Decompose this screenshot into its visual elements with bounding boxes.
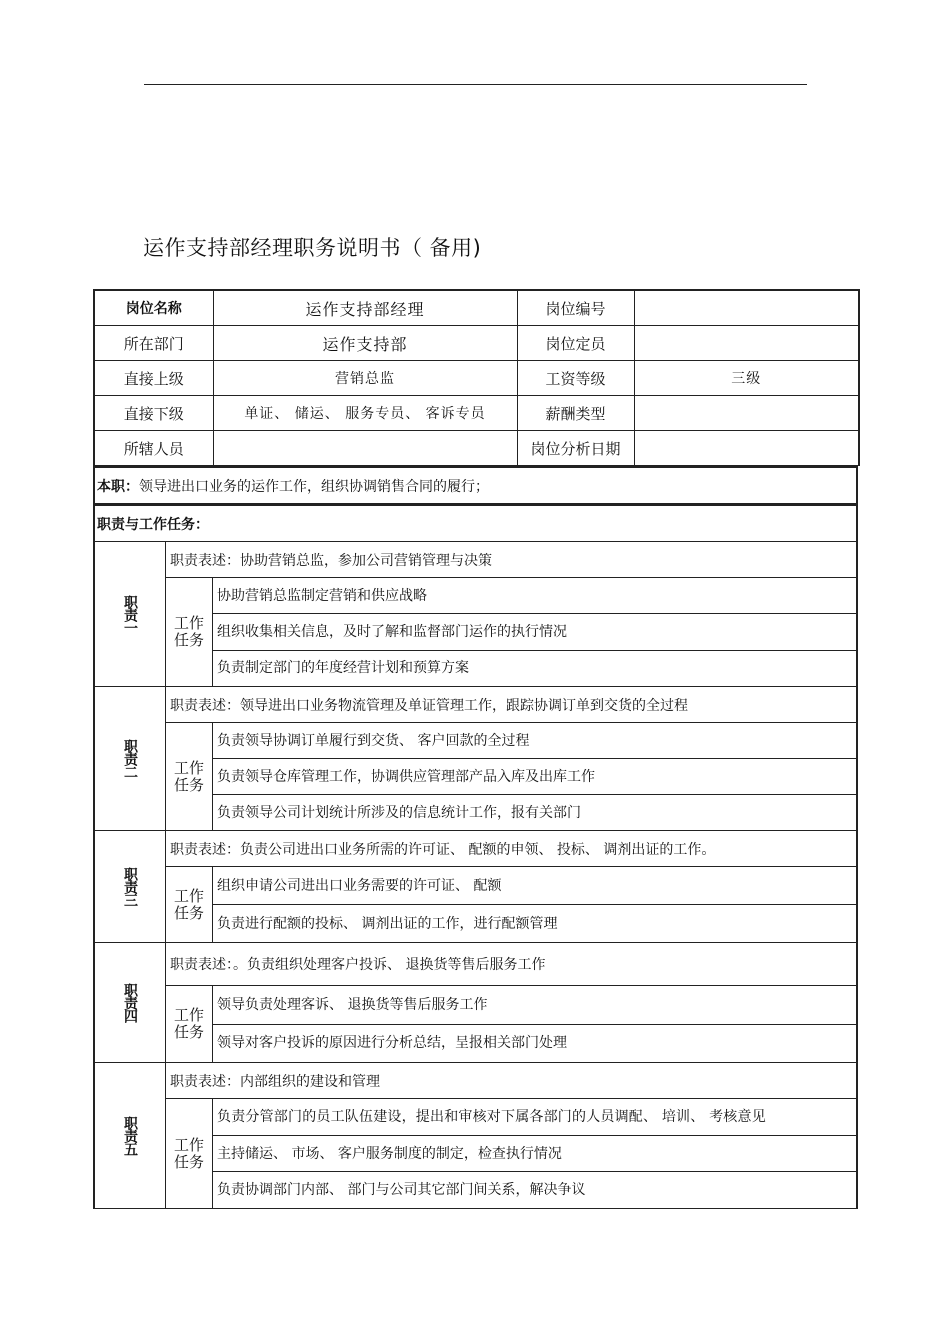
- duty-block-2: [93, 687, 858, 831]
- task-item: 协助营销总监制定营销和供应战略: [213, 578, 856, 614]
- staff-label: 所辖人员: [94, 431, 213, 466]
- core-duty-label: 本职：: [97, 478, 139, 495]
- task-label: [166, 867, 213, 942]
- duty-name: 职责三: [122, 867, 138, 906]
- task-item: 领导负责处理客诉、 退换货等售后服务工作: [213, 986, 856, 1025]
- duty-name: 职责二: [122, 739, 138, 778]
- task-item: 领导对客户投诉的原因进行分析总结，呈报相关部门处理: [217, 1035, 567, 1052]
- task-label-line: 工作: [173, 1006, 204, 1024]
- post-name-value: 运作支持部经理: [213, 290, 517, 326]
- table-row: [94, 326, 859, 361]
- duty-name-cell: [95, 831, 166, 942]
- task-item: 负责领导协调订单履行到交货、 客户回款的全过程: [213, 723, 856, 759]
- task-label-line: 工作: [173, 758, 204, 777]
- superior-value: 营销总监: [213, 361, 517, 396]
- task-label-line: 任务: [173, 1152, 204, 1171]
- task-item: 负责领导仓库管理工作，协调供应管理部产品入库及出库工作: [213, 759, 856, 795]
- task-item: 负责进行配额的投标、 调剂出证的工作，进行配额管理: [217, 915, 558, 932]
- table-row: [94, 361, 859, 396]
- task-label: [166, 1099, 213, 1208]
- duty-name-cell: [95, 542, 166, 686]
- subordinate-label: 直接下级: [94, 396, 213, 431]
- task-label: [166, 986, 213, 1062]
- duty-statement: 职责表述：负责公司进出口业务所需的许可证、 配额的申领、 投标、 调剂出证的工作。: [166, 831, 856, 867]
- duty-name-cell: [95, 687, 166, 830]
- wage-label: 工资等级: [517, 361, 634, 396]
- table-row: [94, 396, 859, 431]
- task-item: 负责领导公司计划统计所涉及的信息统计工作，报有关部门: [217, 804, 581, 821]
- core-duty-row: [93, 466, 858, 504]
- task-label: [166, 578, 213, 686]
- task-item: 主持储运、 市场、 客户服务制度的制定，检查执行情况: [213, 1136, 856, 1173]
- table-row: [94, 290, 859, 326]
- header-rule: [144, 84, 807, 85]
- post-name-label: 岗位名称: [94, 290, 213, 326]
- analysis-date-value: [634, 431, 859, 466]
- task-label-line: 工作: [173, 886, 204, 905]
- task-label-line: 工作: [173, 614, 204, 632]
- duty-name: 职责五: [122, 1116, 138, 1155]
- post-no-label: 岗位编号: [517, 290, 634, 326]
- duty-statement: 职责表述：领导进出口业务物流管理及单证管理工作，跟踪协调订单到交货的全过程: [166, 687, 856, 723]
- duty-name: 职责一: [122, 594, 138, 634]
- dept-value: 运作支持部: [213, 326, 517, 361]
- dept-label: 所在部门: [94, 326, 213, 361]
- analysis-date-label: 岗位分析日期: [517, 431, 634, 466]
- task-label-line: 任务: [173, 1023, 204, 1041]
- task-item: 组织申请公司进出口业务需要的许可证、 配额: [213, 867, 856, 905]
- subordinate-value: 单证、 储运、 服务专员、 客诉专员: [213, 396, 517, 431]
- task-item: 组织收集相关信息，及时了解和监督部门运作的执行情况: [213, 614, 856, 650]
- duty-statement: 职责表述：协助营销总监，参加公司营销管理与决策: [166, 542, 856, 578]
- table-row: [94, 431, 859, 466]
- duties-header-row: [93, 504, 858, 542]
- duty-block-5: [93, 1063, 858, 1209]
- duty-block-3: [93, 831, 858, 943]
- post-no-value: [634, 290, 859, 326]
- task-item: 负责制定部门的年度经营计划和预算方案: [217, 660, 469, 677]
- duty-block-4: [93, 943, 858, 1063]
- duty-statement: 职责表述：内部组织的建设和管理: [166, 1063, 856, 1099]
- duty-statement: 职责表述：。负责组织处理客户投诉、 退换货等售后服务工作: [166, 943, 856, 986]
- pay-type-value: [634, 396, 859, 431]
- task-label-line: 任务: [173, 631, 204, 649]
- task-item: 负责分管部门的员工队伍建设，提出和审核对下属各部门的人员调配、 培训、 考核意见: [213, 1099, 856, 1136]
- task-label-line: 任务: [173, 775, 204, 794]
- task-label-line: 工作: [173, 1135, 204, 1154]
- task-label: [166, 723, 213, 830]
- duty-name: 职责四: [122, 983, 138, 1022]
- core-duty-text: 领导进出口业务的运作工作，组织协调销售合同的履行；: [139, 478, 489, 495]
- job-description-sheet: [93, 289, 858, 1209]
- headcount-value: [634, 326, 859, 361]
- duty-block-1: [93, 542, 858, 687]
- headcount-label: 岗位定员: [517, 326, 634, 361]
- task-label-line: 任务: [173, 903, 204, 922]
- wage-value: 三级: [634, 361, 859, 396]
- duties-header: 职责与工作任务：: [97, 516, 209, 533]
- duty-name-cell: [95, 943, 166, 1062]
- task-item: 负责协调部门内部、 部门与公司其它部门间关系，解决争议: [217, 1182, 586, 1199]
- staff-value: [213, 431, 517, 466]
- document-title: 运作支持部经理职务说明书（ 备用): [143, 236, 482, 260]
- position-info-table: [93, 289, 860, 466]
- pay-type-label: 薪酬类型: [517, 396, 634, 431]
- superior-label: 直接上级: [94, 361, 213, 396]
- duty-name-cell: [95, 1063, 166, 1208]
